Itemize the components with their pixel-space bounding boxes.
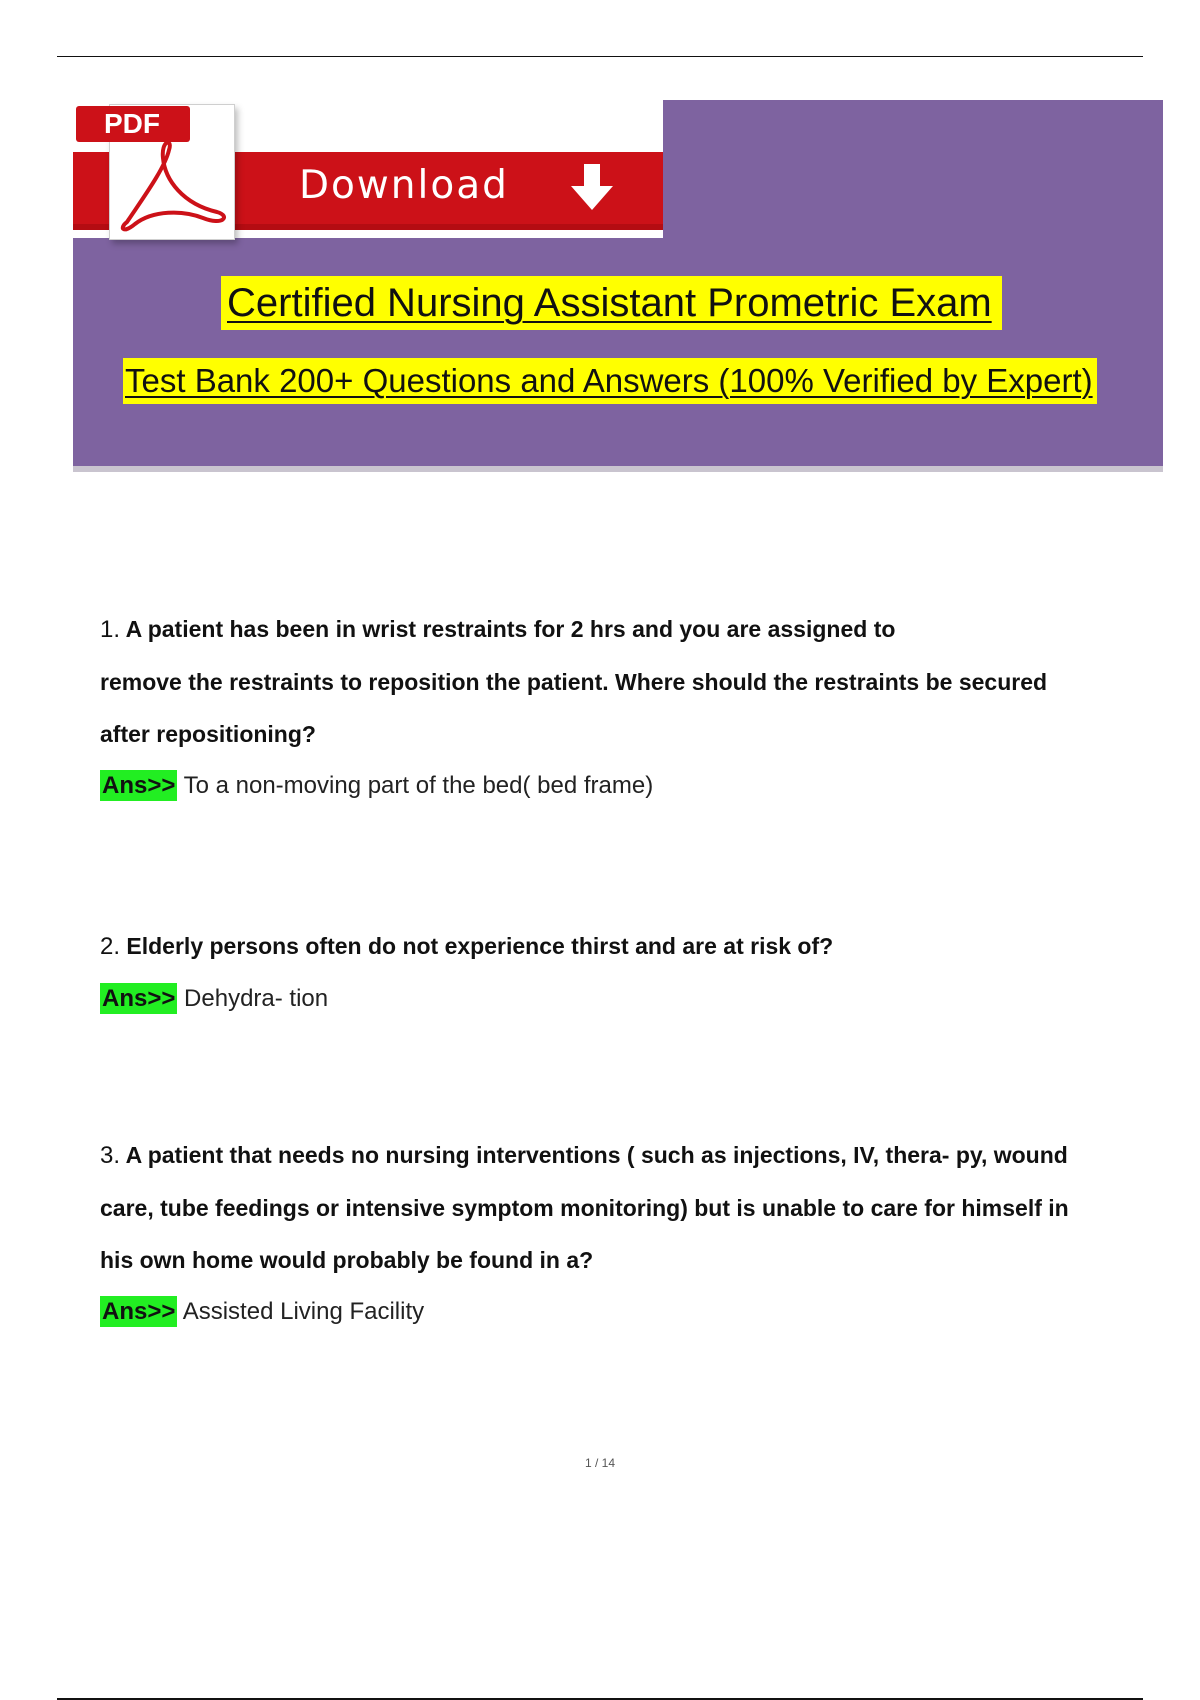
answer-line — [100, 760, 1140, 812]
answer-line — [100, 1286, 1140, 1338]
answer-text: To a non-moving part of the bed( bed frame) — [183, 772, 654, 799]
answer-text: Assisted Living Facility — [182, 1298, 425, 1325]
question-text: Elderly persons often do not experience thirst and are at risk of? — [126, 933, 834, 959]
download-arrow-icon — [569, 162, 615, 212]
question-number: 1. — [100, 616, 121, 643]
question-line: care, tube feedings or intensive symptom monitoring) but is unable to care for himself in — [100, 1195, 1069, 1221]
answer-text: Dehydra- tion — [184, 985, 329, 1012]
question-line — [100, 920, 1140, 973]
page-number: 1 / 14 — [584, 1456, 616, 1470]
title-banner — [73, 100, 1163, 470]
banner-divider — [73, 466, 1163, 472]
question-item — [100, 1129, 1140, 1338]
pdf-label: PDF — [76, 106, 190, 142]
question-line: after repositioning? — [100, 721, 316, 747]
download-label: Download — [299, 163, 509, 208]
question-number: 3. — [100, 1142, 121, 1169]
question-item — [100, 920, 1140, 1025]
question-line — [100, 603, 1140, 656]
question-text: A patient has been in wrist restraints for 2 hrs and you are assigned to — [125, 616, 896, 642]
question-text: A patient that needs no nursing interventions ( such as injections, IV, thera- py, wound — [125, 1142, 1068, 1168]
question-line: remove the restraints to reposition the patient. Where should the restraints be secured — [100, 669, 1048, 695]
answer-tag: Ans>> — [102, 985, 176, 1012]
answer-line — [100, 973, 1140, 1025]
answer-tag: Ans>> — [102, 1298, 176, 1325]
question-line: his own home would probably be found in a? — [100, 1247, 594, 1273]
acrobat-logo-icon — [113, 138, 233, 238]
question-line — [100, 1129, 1140, 1182]
question-number: 2. — [100, 933, 121, 960]
question-item — [100, 603, 1140, 812]
document-subtitle: Test Bank 200+ Questions and Answers (100% Verified by Expert) — [123, 358, 1097, 404]
document-title: Certified Nursing Assistant Prometric Exam — [221, 276, 1002, 330]
answer-tag: Ans>> — [102, 772, 176, 799]
top-rule — [57, 56, 1143, 57]
